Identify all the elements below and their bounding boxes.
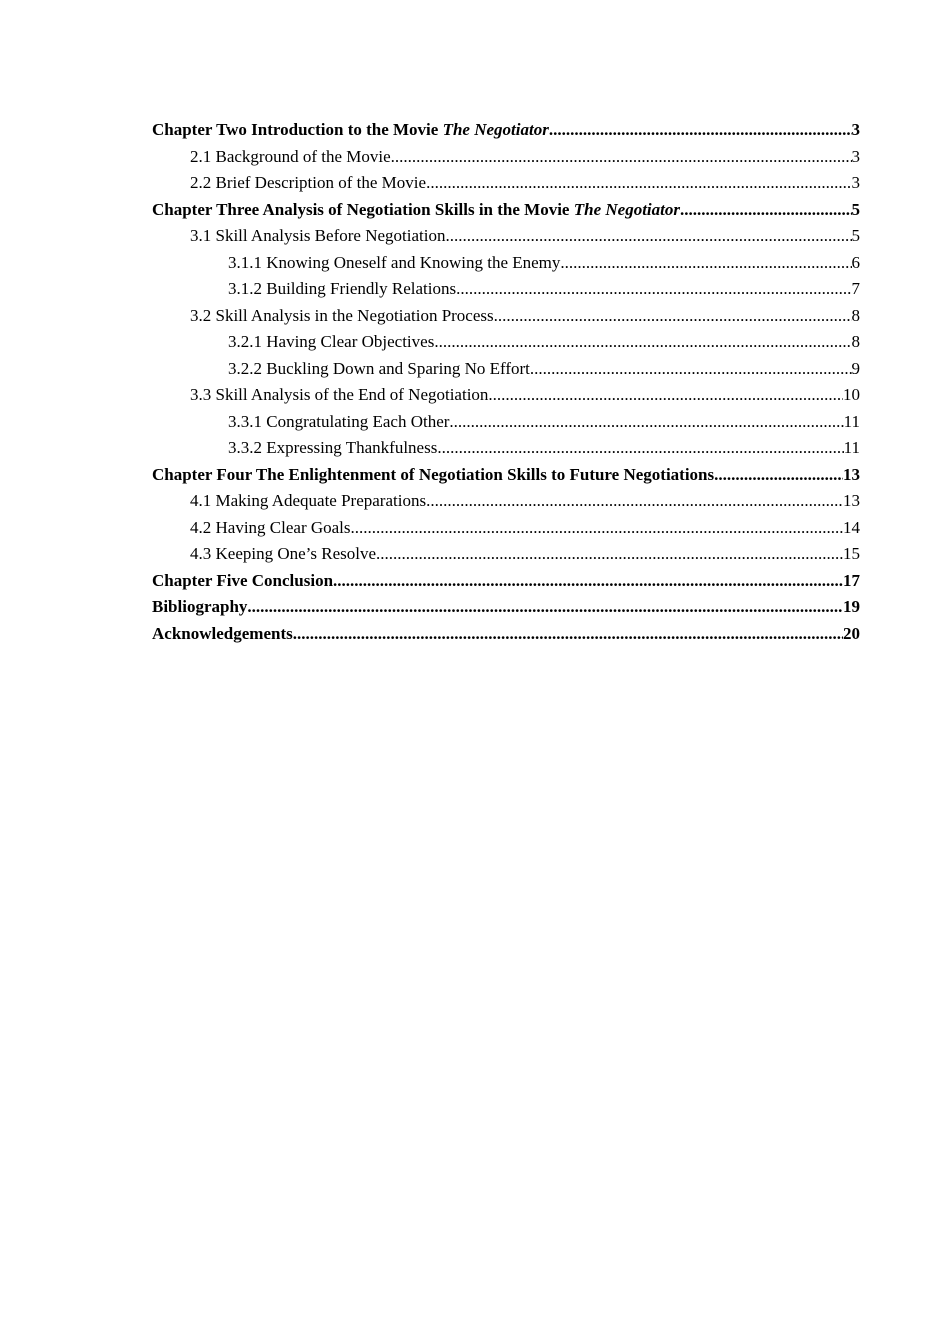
toc-subsection-entry [152, 435, 860, 462]
toc-entry-text: Bibliography [152, 597, 248, 616]
toc-dot-leader [549, 117, 852, 144]
toc-entry-text: 3.1 Skill Analysis Before Negotiation [190, 226, 446, 245]
toc-entry-title [190, 170, 426, 197]
toc-entry-title [190, 541, 376, 568]
table-of-contents [152, 117, 860, 647]
toc-dot-leader [426, 488, 843, 515]
toc-section-entry [152, 303, 860, 330]
toc-page-number: 10 [843, 385, 860, 404]
toc-entry-movie-title: The Negotiator [442, 120, 549, 139]
toc-entry-title [228, 250, 560, 277]
toc-subsection-entry [152, 409, 860, 436]
toc-entry-text: 3.1.2 Building Friendly Relations [228, 279, 457, 298]
toc-page-number: 20 [843, 623, 860, 643]
toc-chapter-entry [152, 117, 860, 144]
toc-page-number: 17 [843, 570, 860, 590]
toc-entry-movie-title: The Negotiator [573, 199, 680, 219]
toc-chapter-entry [152, 568, 860, 595]
toc-section-entry [152, 223, 860, 250]
toc-page-number: 7 [851, 279, 860, 298]
toc-entry-text: Chapter Three Analysis of Negotiation Skills in the Movie [152, 199, 574, 219]
toc-section-entry [152, 382, 860, 409]
toc-dot-leader [293, 621, 843, 648]
toc-page-number: 3 [851, 173, 860, 192]
toc-dot-leader [530, 356, 852, 383]
toc-entry-text: 2.2 Brief Description of the Movie [190, 173, 427, 192]
toc-page-number: 11 [843, 411, 860, 431]
toc-entry-text: 3.1.1 Knowing Oneself and Knowing the Enemy [228, 252, 561, 272]
toc-entry-text: 3.2.1 Having Clear Objectives [228, 332, 435, 351]
toc-page-number: 3 [851, 146, 860, 166]
toc-page-number: 8 [851, 332, 860, 351]
toc-dot-leader [560, 250, 851, 277]
toc-section-entry [152, 515, 860, 542]
toc-page-number: 13 [843, 464, 860, 484]
toc-entry-text: 2.1 Background of the Movie [190, 146, 391, 166]
toc-entry-title [190, 515, 351, 542]
toc-entry-title [190, 144, 391, 171]
toc-dot-leader [247, 594, 843, 621]
toc-entry-text: Acknowledgements [152, 623, 293, 643]
toc-dot-leader [494, 303, 852, 330]
toc-entry-text: 4.1 Making Adequate Preparations [190, 491, 427, 510]
toc-page-number: 8 [851, 305, 860, 325]
toc-dot-leader [376, 541, 843, 568]
toc-entry-text: 3.3.2 Expressing Thankfulness [228, 438, 438, 457]
toc-entry-text: Chapter Two Introduction to the Movie [152, 120, 443, 139]
toc-section-entry [152, 170, 860, 197]
toc-entry-title [190, 303, 494, 330]
toc-entry-text: 3.3.1 Congratulating Each Other [228, 411, 450, 431]
toc-page-number: 14 [843, 517, 860, 537]
toc-entry-text: 4.2 Having Clear Goals [190, 517, 351, 537]
toc-dot-leader [434, 329, 851, 356]
toc-page-number: 6 [851, 252, 860, 272]
toc-entry-title [152, 117, 549, 144]
toc-entry-title [228, 435, 437, 462]
toc-chapter-entry [152, 621, 860, 648]
toc-entry-title [228, 329, 434, 356]
toc-chapter-entry [152, 462, 860, 489]
toc-entry-title [152, 621, 293, 648]
toc-section-entry [152, 541, 860, 568]
toc-entry-title [190, 223, 445, 250]
toc-dot-leader [437, 435, 843, 462]
toc-entry-title [228, 276, 456, 303]
toc-dot-leader [456, 276, 851, 303]
toc-entry-text: 4.3 Keeping One’s Resolve [190, 544, 377, 563]
toc-entry-text: 3.2.2 Buckling Down and Sparing No Effort [228, 358, 530, 378]
toc-entry-title [228, 409, 449, 436]
toc-section-entry [152, 144, 860, 171]
toc-entry-title [152, 568, 333, 595]
toc-entry-text: Chapter Five Conclusion [152, 570, 334, 590]
toc-dot-leader [680, 197, 852, 224]
toc-dot-leader [426, 170, 851, 197]
toc-dot-leader [714, 462, 843, 489]
toc-dot-leader [449, 409, 843, 436]
toc-dot-leader [333, 568, 843, 595]
toc-chapter-entry [152, 594, 860, 621]
toc-entry-title [152, 197, 680, 224]
toc-page-number: 9 [851, 358, 860, 378]
toc-subsection-entry [152, 276, 860, 303]
toc-dot-leader [351, 515, 843, 542]
toc-dot-leader [445, 223, 851, 250]
toc-entry-text: 3.3 Skill Analysis of the End of Negotiation [190, 385, 489, 404]
toc-entry-title [152, 594, 247, 621]
toc-subsection-entry [152, 329, 860, 356]
toc-subsection-entry [152, 250, 860, 277]
toc-entry-title [190, 382, 488, 409]
toc-page-number: 5 [851, 226, 860, 245]
toc-page-number: 5 [851, 199, 860, 219]
toc-entry-title [228, 356, 530, 383]
toc-page-number: 3 [851, 120, 860, 139]
toc-entry-title [152, 462, 714, 489]
toc-page-number: 15 [843, 544, 860, 563]
toc-subsection-entry [152, 356, 860, 383]
toc-page-number: 19 [843, 597, 860, 616]
toc-page-number: 11 [843, 438, 860, 457]
toc-dot-leader [488, 382, 843, 409]
toc-entry-text: 3.2 Skill Analysis in the Negotiation Process [190, 305, 494, 325]
toc-chapter-entry [152, 197, 860, 224]
toc-dot-leader [391, 144, 852, 171]
toc-page-number: 13 [843, 491, 860, 510]
toc-entry-text: Chapter Four The Enlightenment of Negotiation Skills to Future Negotiations [152, 464, 715, 484]
toc-section-entry [152, 488, 860, 515]
toc-entry-title [190, 488, 426, 515]
